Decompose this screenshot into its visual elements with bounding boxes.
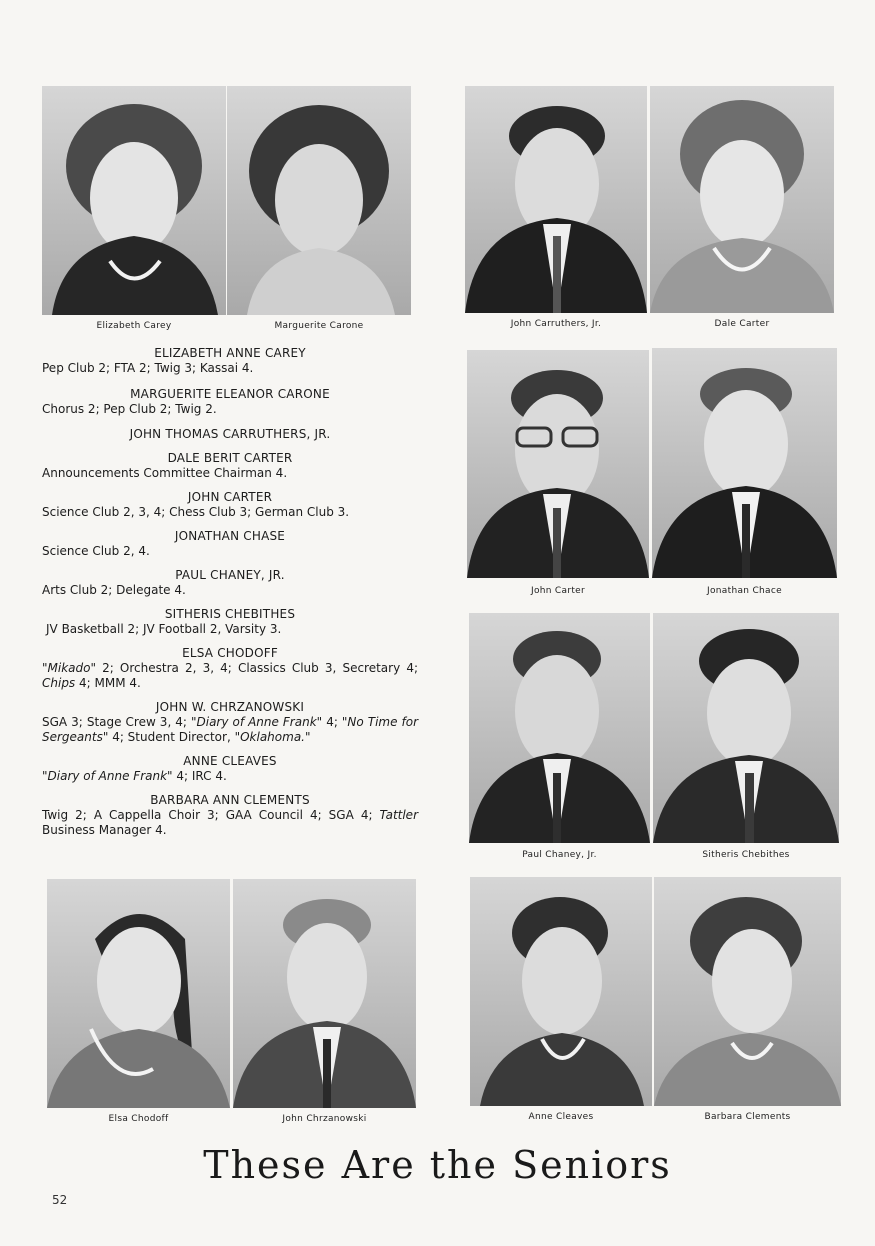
senior-bio <box>42 451 418 481</box>
activity-text: 4; IRC 4. <box>172 769 227 783</box>
activity-title: Chips <box>42 676 76 690</box>
senior-name: JONATHAN CHASE <box>174 529 286 543</box>
activity-title: "No Time for Sergeants" <box>42 715 419 744</box>
senior-bio <box>42 387 418 417</box>
activity-title: "Oklahoma." <box>234 730 311 744</box>
senior-activities <box>42 769 418 784</box>
activity-text: Business Manager 4. <box>42 823 167 837</box>
portrait-photo <box>653 613 839 843</box>
portrait-photo <box>47 879 230 1108</box>
portrait-photo <box>233 879 416 1108</box>
activity-text: Science Club 2, 4. <box>42 544 150 558</box>
senior-activities <box>42 544 418 559</box>
senior-name: BARBARA ANN CLEMENTS <box>150 793 310 807</box>
photo-caption: Paul Chaney, Jr. <box>522 850 597 860</box>
senior-bio <box>42 754 418 784</box>
senior-name: PAUL CHANEY, JR. <box>175 568 285 582</box>
senior-name: JOHN THOMAS CARRUTHERS, JR. <box>129 427 331 441</box>
photo-caption: Anne Cleaves <box>528 1112 594 1122</box>
page-title: These Are the Seniors <box>203 1143 672 1187</box>
photo-caption: Elsa Chodoff <box>108 1114 169 1124</box>
senior-name: JOHN CARTER <box>187 490 273 504</box>
senior-name: MARGUERITE ELEANOR CARONE <box>130 387 330 401</box>
senior-name: DALE BERIT CARTER <box>167 451 293 465</box>
activity-text: 4; <box>322 715 342 729</box>
senior-bio <box>42 568 418 598</box>
portrait-photo <box>652 348 837 578</box>
senior-activities <box>42 622 418 637</box>
photo-caption: Jonathan Chace <box>707 586 782 596</box>
photo-caption: Elizabeth Carey <box>96 321 172 331</box>
senior-bio <box>42 646 418 691</box>
senior-activities <box>42 583 418 598</box>
senior-bio <box>42 346 418 376</box>
activity-text: JV Basketball 2; JV Football 2, Varsity 3. <box>46 622 282 636</box>
photo-caption: John Chrzanowski <box>282 1114 367 1124</box>
portrait-photo <box>469 613 650 843</box>
senior-activities <box>42 361 418 376</box>
activity-text: Pep Club 2; FTA 2; Twig 3; Kassai 4. <box>42 361 254 375</box>
activity-text: Twig 2; A Cappella Choir 3; GAA Council 4; SGA 4; <box>42 808 380 822</box>
senior-bio <box>42 793 418 838</box>
senior-name: JOHN W. CHRZANOWSKI <box>155 700 305 714</box>
senior-name: ANNE CLEAVES <box>183 754 277 768</box>
portrait-photo <box>654 877 841 1106</box>
activity-title: "Diary of Anne Frank" <box>190 715 323 729</box>
portrait-photo <box>42 86 226 315</box>
activity-text: SGA 3; Stage Crew 3, 4; <box>42 715 191 729</box>
portrait-photo <box>470 877 652 1106</box>
activity-title: Tattler <box>379 808 418 822</box>
activity-text: Science Club 2, 3, 4; Chess Club 3; German Club 3. <box>42 505 350 519</box>
senior-activities <box>42 402 418 417</box>
senior-activities <box>42 466 418 481</box>
activity-text: 4; Student Director, <box>108 730 235 744</box>
photo-caption: John Carruthers, Jr. <box>510 319 602 329</box>
senior-bio <box>42 427 418 442</box>
photo-caption: John Carter <box>531 586 585 596</box>
photo-caption: Barbara Clements <box>704 1112 791 1122</box>
activity-title: "Mikado" <box>42 661 96 675</box>
activity-text: 2; Orchestra 2, 3, 4; Classics Club 3, Secretary 4; <box>96 661 418 675</box>
photo-caption: Dale Carter <box>714 319 770 329</box>
senior-activities <box>42 715 418 745</box>
senior-bio <box>42 607 418 637</box>
activity-text: Arts Club 2; Delegate 4. <box>42 583 186 597</box>
photo-caption: Marguerite Carone <box>274 321 364 331</box>
senior-name: ELSA CHODOFF <box>182 646 278 660</box>
portrait-photo <box>467 350 649 578</box>
senior-name: ELIZABETH ANNE CAREY <box>154 346 306 360</box>
senior-bio <box>42 490 418 520</box>
senior-activities <box>42 808 418 838</box>
portrait-photo <box>650 86 834 313</box>
photo-caption: Sitheris Chebithes <box>702 850 790 860</box>
portrait-photo <box>227 86 411 315</box>
senior-bio <box>42 700 418 745</box>
activity-text: Announcements Committee Chairman 4. <box>42 466 288 480</box>
activity-text: Chorus 2; Pep Club 2; Twig 2. <box>42 402 217 416</box>
senior-activities <box>42 661 418 691</box>
page-number: 52 <box>52 1193 68 1207</box>
senior-name: SITHERIS CHEBITHES <box>164 607 296 621</box>
activity-text: 4; MMM 4. <box>75 676 141 690</box>
activity-title: "Diary of Anne Frank" <box>42 769 173 783</box>
senior-bio <box>42 529 418 559</box>
senior-activities <box>42 505 418 520</box>
portrait-photo <box>465 86 647 313</box>
